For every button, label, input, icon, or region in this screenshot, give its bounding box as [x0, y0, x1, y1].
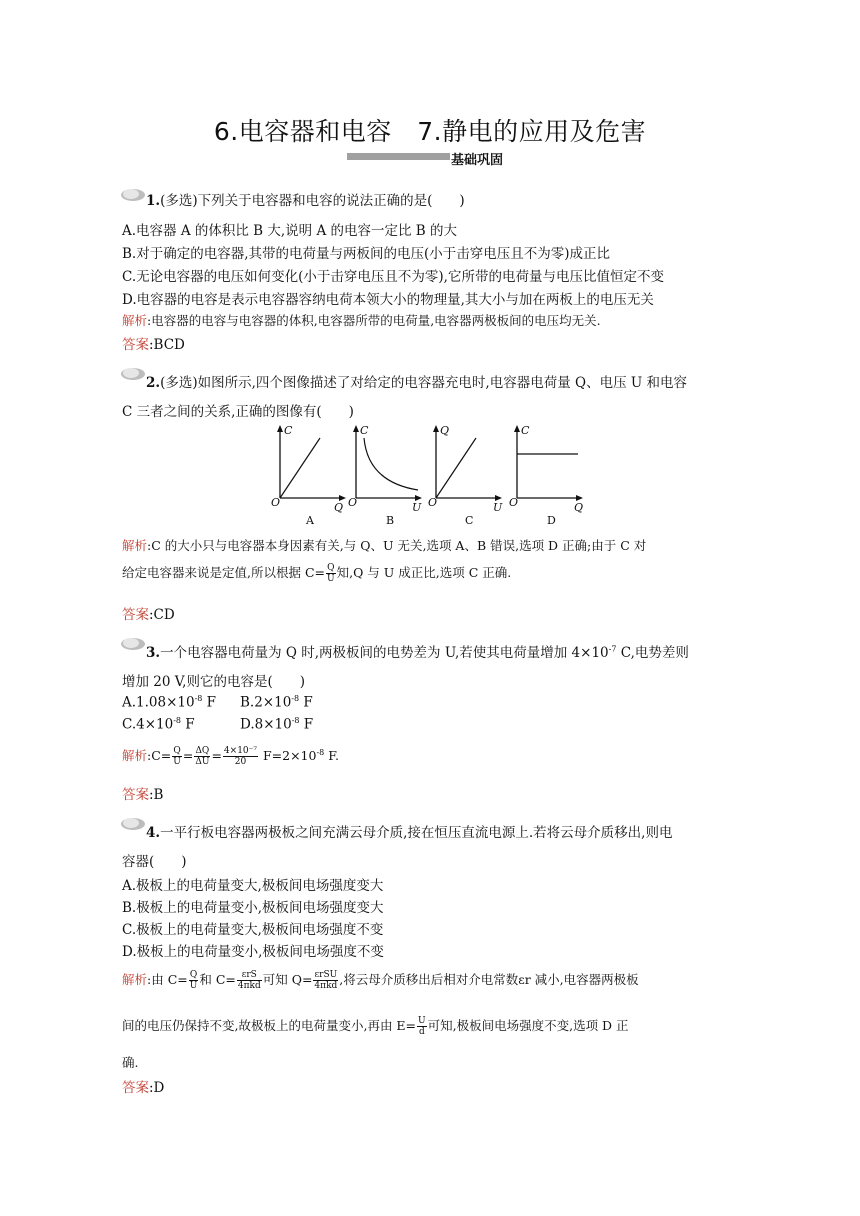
graph-b-label: B [386, 514, 395, 527]
q2-answer: 答案:CD [122, 607, 175, 623]
graph-a-y-label: C [284, 424, 293, 437]
question-bullet-icon [120, 636, 146, 650]
graph-c-x-label: U [493, 501, 503, 514]
question-bullet-icon [120, 366, 146, 380]
graph-a-label: A [306, 514, 314, 527]
graph-a [271, 424, 346, 527]
q3-stem-line1: 3.一个电容器电荷量为 Q 时,两极板间的电势差为 U,若使其电荷量增加 $4\times 10^{-7}$ C,电势差则 [146, 644, 689, 661]
q4-analysis-line1: 解析:由 C= $\frac{Q}{U}$ 和 C= $\frac{\text{εrS}}{\text{4πkd}}$ 可知 Q= $\frac{\text{εrSU}}{\text{4πkd}}$ ,将云母介质移出后相对介电常数εr 减小,电容器两极板 [122, 970, 639, 991]
graph-b-x-label: U [412, 501, 422, 514]
q4-analysis-line2: 间的电压仍保持不变,故极板上的电荷量变小,再由 E= $\frac{U}{d}$ 可知,极板间电场强度不变,选项 D 正 [122, 1016, 629, 1037]
graph-d-y-label: C [521, 424, 530, 437]
q4-answer: 答案:D [122, 1080, 165, 1096]
q3-option-a: $A.1.08\times 10^{-8}$ F [122, 694, 217, 711]
q2-graphs-figure [268, 424, 590, 528]
q3-analysis: 解析:C= $\frac{Q}{U}$ = $\frac{\Delta Q}{\Delta U}$ = $\frac{\text{4×10⁻⁷}}{20}$ $F=2\times 10^{-8}$ F. [122, 746, 339, 767]
q3-answer: 答案:B [122, 787, 164, 803]
q2-stem-line2: C 三者之间的关系,正确的图像有( ) [122, 404, 354, 420]
q1-option-b: B.对于确定的电容器,其带的电荷量与两板间的电压(小于击穿电压且不为零)成正比 [122, 246, 611, 262]
graph-a-origin: O [271, 496, 281, 509]
q1-option-a: A.电容器 A 的体积比 B 大,说明 A 的电容一定比 B 的大 [122, 223, 458, 239]
graph-d-origin: O [509, 496, 519, 509]
q1-analysis: 解析:电容器的电容与电容器的体积,电容器所带的电荷量,电容器两极板间的电压均无关. [122, 313, 601, 328]
q4-option-c: C.极板上的电荷量变大,极板间电场强度不变 [122, 922, 384, 938]
q2-stem-line1: 2.(多选)如图所示,四个图像描述了对给定的电容器充电时,电容器电荷量 Q、电压 U 和电容 [146, 375, 688, 391]
q1-option-d: D.电容器的电容是表示电容器容纳电荷本领大小的物理量,其大小与加在两板上的电压无关 [122, 292, 654, 308]
section-subtitle: 基础巩固 [451, 153, 504, 168]
page-title: 6.电容器和电容 7.静电的应用及危害 [213, 117, 647, 146]
q3-option-b: $B.2\times 10^{-8}$ F [240, 694, 313, 711]
q4-option-a: A.极板上的电荷量变大,极板间电场强度变大 [122, 878, 384, 894]
q1-answer: 答案:BCD [122, 337, 185, 353]
subtitle-bar [347, 153, 450, 160]
q2-analysis-line1: 解析:C 的大小只与电容器本身因素有关,与 Q、U 无关,选项 A、B 错误,选项 D 正确;由于 C 对 [122, 538, 647, 553]
graph-a-x-label: Q [334, 501, 344, 514]
q1-option-c: C.无论电容器的电压如何变化(小于击穿电压且不为零),它所带的电荷量与电压比值恒定不变 [122, 269, 664, 285]
question-bullet-icon [120, 816, 146, 830]
graph-d-x-label: Q [574, 501, 584, 514]
graph-b [348, 424, 422, 527]
graph-d [509, 424, 583, 527]
graph-c [428, 424, 503, 527]
graph-b-y-label: C [360, 424, 369, 437]
q4-stem-line1: 4.一平行板电容器两极板之间充满云母介质,接在恒压直流电源上.若将云母介质移出,则电 [146, 825, 673, 841]
q4-option-d: D.极板上的电荷量变小,极板间电场强度不变 [122, 944, 384, 960]
q4-stem-line2: 容器( ) [122, 854, 187, 870]
q3-option-d: $D.8\times 10^{-8}$ F [240, 716, 314, 733]
q3-stem-line2: 增加 20 V,则它的电容是( ) [122, 674, 305, 690]
graph-c-label: C [465, 514, 474, 527]
graph-c-y-label: Q [440, 424, 450, 437]
question-bullet-icon [120, 187, 146, 201]
graph-b-origin: O [348, 496, 358, 509]
q2-analysis-line2: 给定电容器来说是定值,所以根据 C= $\frac{Q}{U}$ 知,Q 与 U 成正比,选项 C 正确. [122, 563, 512, 584]
graph-d-label: D [547, 514, 556, 527]
q4-analysis-line3: 确. [122, 1055, 139, 1070]
q1-stem: 1.(多选)下列关于电容器和电容的说法正确的是( ) [146, 193, 465, 209]
graph-c-origin: O [428, 496, 438, 509]
q4-option-b: B.极板上的电荷量变小,极板间电场强度变大 [122, 900, 384, 916]
q3-option-c: $C.4\times 10^{-8}$ F [122, 716, 195, 733]
